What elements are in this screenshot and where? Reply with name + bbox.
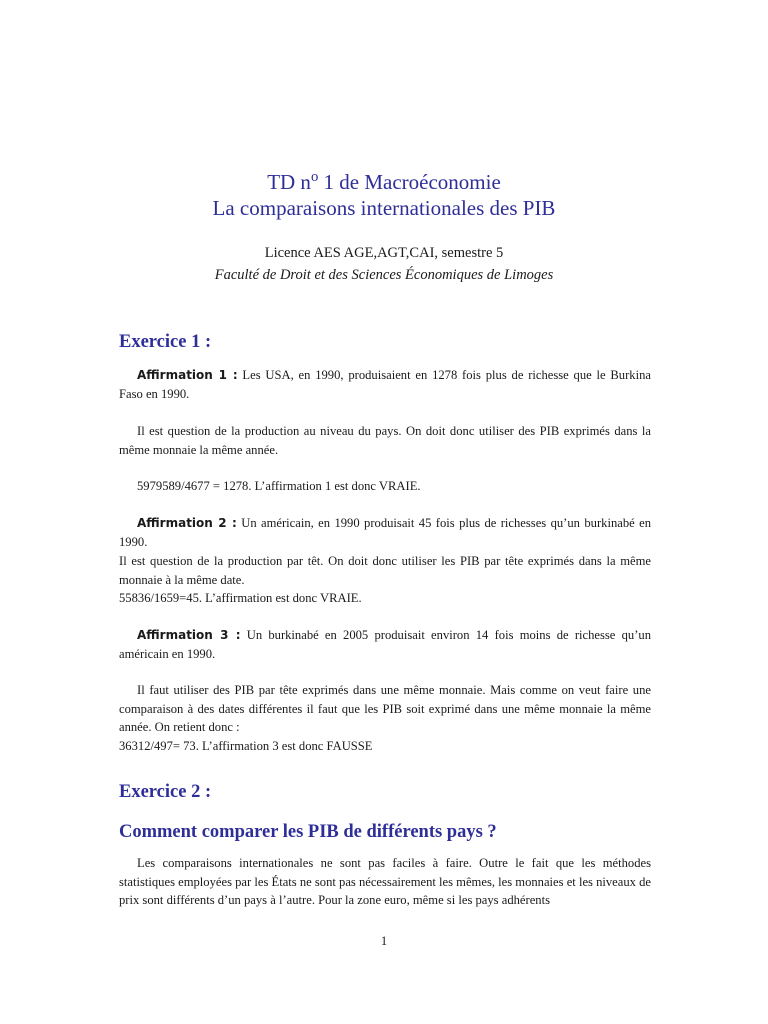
affirmation-1-text: Les USA, en 1990, produisaient en 1278 fois plus de richesse que le Burkina Faso en 1990. [119, 368, 651, 401]
affirmation-3-text: Un burkinabé en 2005 produisait environ 14 fois moins de richesse qu’un américain en 1990. [119, 628, 651, 661]
affirmation-2 [119, 514, 651, 551]
affirmation-2-label: Affirmation 2 : [137, 516, 237, 530]
exercise-1-paragraph-2b: 55836/1659=45. L’affirmation est donc VRAIE. [119, 591, 362, 605]
exercise-1-paragraph-1: Il est question de la production au niveau du pays. On doit donc utiliser des PIB exprimés dans la même monnaie la même année. [119, 424, 651, 457]
title-line-1 [0, 164, 768, 195]
exercise-1-heading: Exercice 1 : [119, 332, 212, 352]
title-suffix: 1 de Macroéconomie [318, 170, 501, 194]
page-number: 1 [380, 934, 388, 948]
course-info [0, 242, 768, 286]
exercise-1-calculation-1: 5979589/4677 = 1278. L’affirmation 1 est donc VRAIE. [137, 479, 421, 493]
affirmation-2-text: Un américain, en 1990 produisait 45 fois plus de richesses qu’un burkinabé en 1990. [119, 516, 651, 549]
institution-line: Faculté de Droit et des Sciences Économiques de Limoges [214, 267, 554, 283]
title-superscript: o [310, 169, 319, 185]
affirmation-1-label: Affirmation 1 : [137, 368, 238, 382]
exercise-2-subheading: Comment comparer les PIB de différents pays ? [119, 822, 497, 842]
affirmation-3 [119, 626, 651, 663]
title-prefix: TD n [267, 170, 311, 194]
title-line-2: La comparaisons internationales des PIB [212, 196, 556, 220]
affirmation-1 [119, 366, 651, 403]
exercise-1-paragraph-3a: Il faut utiliser des PIB par tête exprimés dans une même monnaie. Mais comme on veut faire une comparaison à des dates différentes il faut que les PIB soit exprimé dans une même monnaie la même année. On retient donc : [119, 683, 651, 735]
exercise-2-heading: Exercice 2 : [119, 782, 212, 802]
course-line: Licence AES AGE,AGT,CAI, semestre 5 [264, 245, 504, 261]
document-title [0, 164, 768, 221]
exercise-2-paragraph: Les comparaisons internationales ne sont pas faciles à faire. Outre le fait que les méthodes statistiques employées par les États ne sont pas nécessairement les mêmes, les monnaies et les niveaux de prix sont différents d’un pays à l’autre. Pour la zone euro, même si les pays adhérents [119, 856, 651, 908]
exercise-1-paragraph-3b: 36312/497= 73. L’affirmation 3 est donc FAUSSE [119, 739, 373, 753]
exercise-1-paragraph-2a: Il est question de la production par têt. On doit donc utiliser les PIB par tête exprimés dans la même monnaie à la même date. [119, 554, 651, 587]
affirmation-3-label: Affirmation 3 : [137, 628, 241, 642]
